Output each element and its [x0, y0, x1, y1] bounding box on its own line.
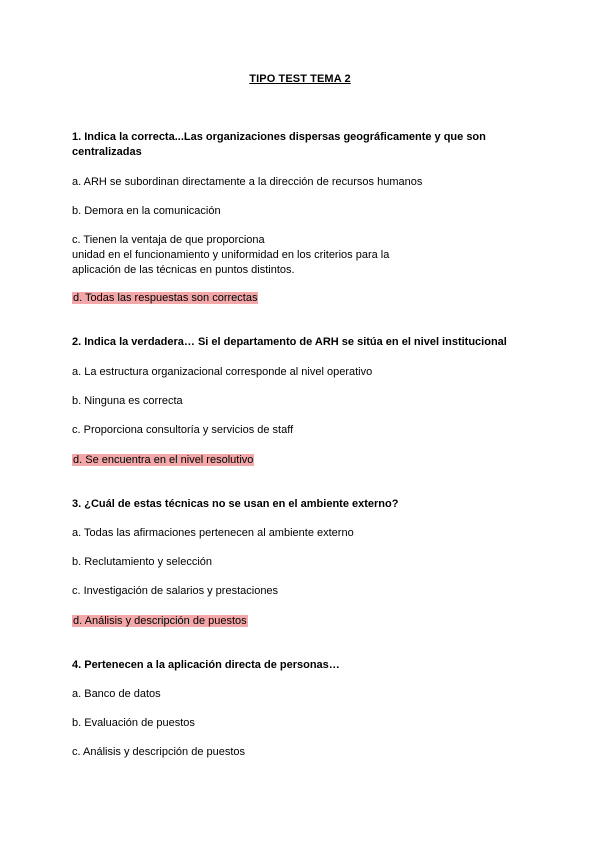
question-3-option-a: a. Todas las afirmaciones pertenecen al ambiente externo — [72, 527, 354, 539]
question-2-option-a: a. La estructura organizacional corresponde al nivel operativo — [72, 366, 373, 378]
question-1-option-c — [72, 233, 389, 278]
question-3-correct-answer-highlight: d. Análisis y descripción de puestos — [73, 615, 247, 627]
question-1-option-c-line-2: unidad en el funcionamiento y uniformidad en los criterios para la — [72, 249, 390, 261]
question-4-option-a: a. Banco de datos — [72, 688, 161, 700]
question-1-option-a: a. ARH se subordinan directamente a la dirección de recursos humanos — [72, 176, 423, 188]
question-4-text: 4. Pertenecen a la aplicación directa de personas… — [72, 659, 340, 671]
question-2-correct-answer-highlight: d. Se encuentra en el nivel resolutivo — [73, 454, 254, 466]
document-title: TIPO TEST TEMA 2 — [249, 73, 351, 85]
question-2-text: 2. Indica la verdadera… Si el departamento de ARH se sitúa en el nivel institucional — [72, 336, 507, 348]
question-1-option-c-line-3: aplicación de las técnicas en puntos distintos. — [72, 264, 295, 276]
question-1-option-d — [72, 291, 258, 306]
question-2-option-d — [72, 453, 254, 468]
question-3-text: 3. ¿Cuál de estas técnicas no se usan en el ambiente externo? — [72, 498, 399, 510]
question-1-text: 1. Indica la correcta...Las organizaciones dispersas geográficamente y que son — [72, 131, 486, 143]
question-1-correct-answer-highlight: d. Todas las respuestas son correctas — [73, 292, 258, 304]
question-3-option-b: b. Reclutamiento y selección — [72, 556, 213, 568]
question-2-option-c: c. Proporciona consultoría y servicios de staff — [72, 424, 294, 436]
question-2-option-b: b. Ninguna es correcta — [72, 395, 183, 407]
question-3-option-c: c. Investigación de salarios y prestaciones — [72, 585, 279, 597]
question-3-option-d — [72, 614, 248, 629]
question-1-text-continued: centralizadas — [72, 146, 142, 158]
question-4-option-c: c. Análisis y descripción de puestos — [72, 746, 246, 758]
question-1-option-c-line-1: c. Tienen la ventaja de que proporciona — [72, 234, 265, 246]
question-4-option-b: b. Evaluación de puestos — [72, 717, 195, 729]
question-1-option-b: b. Demora en la comunicación — [72, 205, 221, 217]
